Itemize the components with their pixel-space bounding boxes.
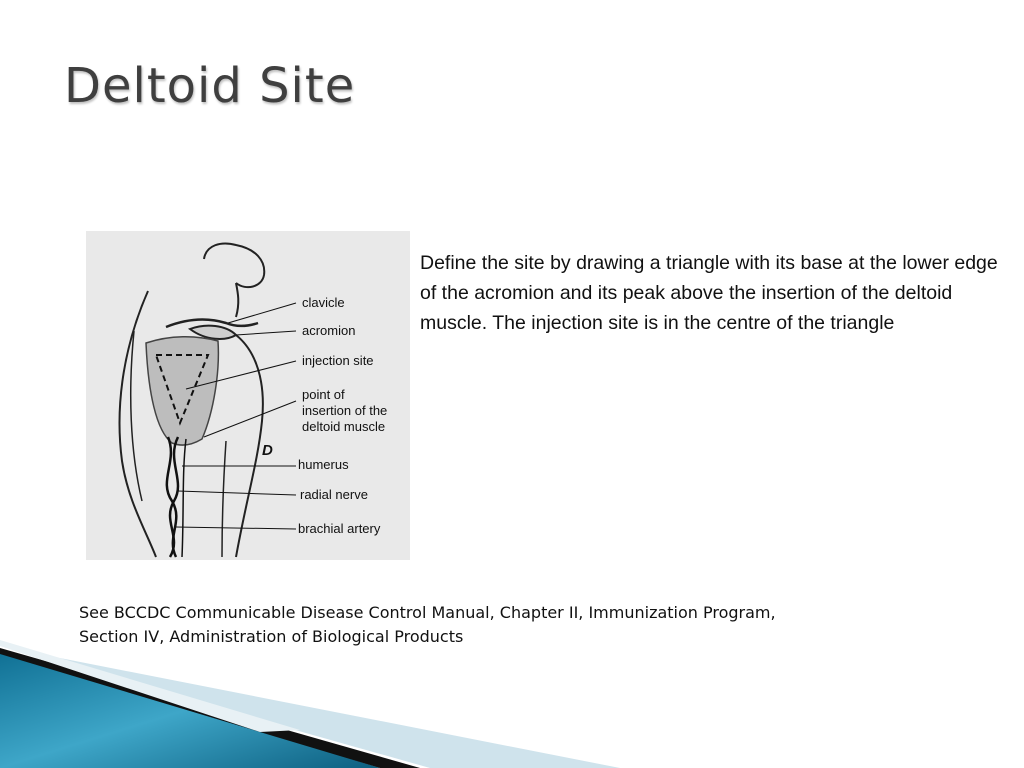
label-brachial-artery: brachial artery [298, 521, 381, 536]
label-injection-site: injection site [302, 353, 374, 368]
label-humerus: humerus [298, 457, 349, 472]
label-acromion: acromion [302, 323, 356, 338]
label-marker-d: D [262, 442, 273, 459]
leader-acromion [236, 331, 296, 335]
site-description: Define the site by drawing a triangle with its base at the lower edge of the acromion and its peak above the insertion of the deltoid muscle. The injection site is in the centre of the triangle [420, 252, 998, 334]
leader-radial [178, 491, 296, 495]
label-insertion-3: deltoid muscle [302, 419, 386, 434]
deltoid-diagram [86, 231, 410, 560]
deltoid-muscle [146, 337, 218, 445]
vessel-line [182, 439, 186, 557]
deltoid-diagram-svg [86, 231, 410, 560]
label-insertion-1: point of [302, 387, 345, 402]
neck-outline [204, 244, 264, 288]
arm-outline-right [236, 335, 263, 557]
neck-line [236, 283, 238, 317]
footer-decoration [0, 640, 1024, 768]
body-outline-left [120, 291, 156, 557]
humerus-line [222, 441, 226, 557]
label-clavicle: clavicle [302, 295, 345, 310]
source-note-line-2: Section IV, Administration of Biological Products [79, 627, 464, 646]
label-radial-nerve: radial nerve [300, 487, 368, 502]
source-note-line-1: See BCCDC Communicable Disease Control Manual, Chapter II, Immunization Program, [79, 603, 776, 622]
slide-title: Deltoid Site [64, 58, 356, 114]
label-insertion-2: insertion of the [302, 403, 388, 418]
body-inner-left [131, 331, 142, 501]
leader-brachial [176, 527, 296, 529]
leader-insertion [204, 401, 296, 437]
